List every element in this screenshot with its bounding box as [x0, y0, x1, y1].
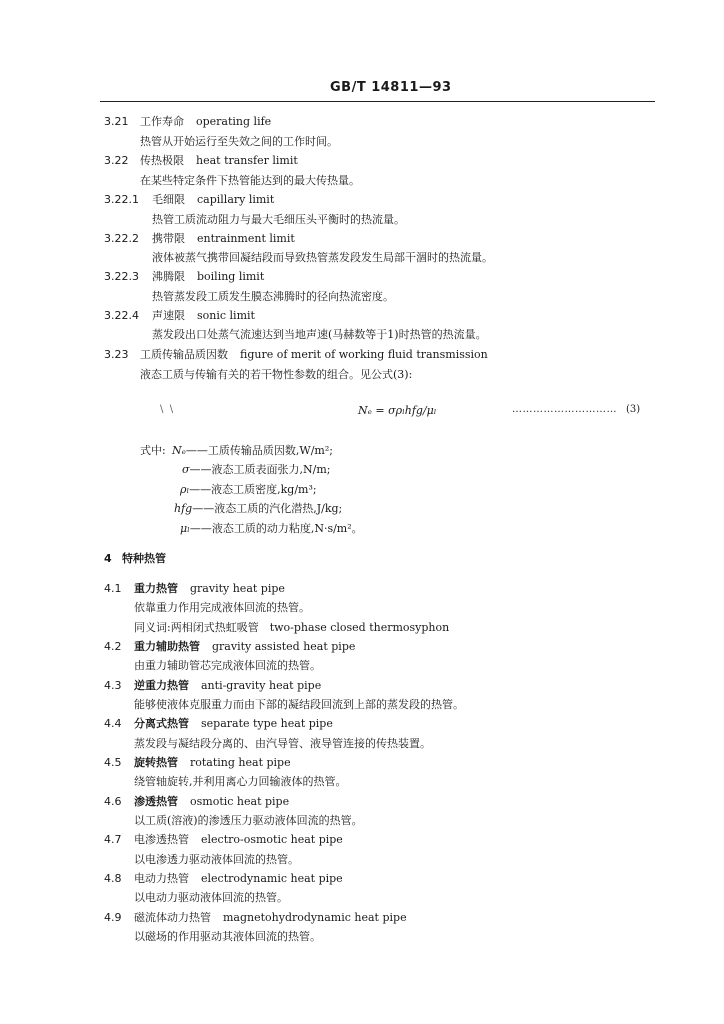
term-definition: 以电动力驱动液体回流的热管。 [134, 891, 288, 904]
term-line [152, 193, 274, 207]
where-item [180, 522, 363, 536]
term-zh: 重力辅助热管 [134, 640, 200, 653]
term-definition: 蒸发段出口处蒸气流速达到当地声速(马赫数等于1)时热管的热流量。 [152, 328, 487, 341]
term-zh: 重力热管 [134, 582, 178, 595]
clause-number: 4.5 [104, 756, 122, 769]
term-zh: 工质传输品质因数 [140, 348, 228, 361]
term-zh: 旋转热管 [134, 756, 178, 769]
term-zh: 渗透热管 [134, 795, 178, 808]
term-definition: 热管工质流动阻力与最大毛细压头平衡时的热流量。 [152, 213, 405, 226]
clause-number: 4.8 [104, 872, 122, 885]
term-line [152, 270, 264, 284]
term-line [134, 582, 285, 596]
term-definition: 热管从开始运行至失效之间的工作时间。 [140, 135, 338, 148]
term-line [134, 911, 407, 925]
term-en: electro-osmotic heat pipe [201, 833, 343, 846]
term-en: rotating heat pipe [190, 756, 291, 769]
where-description: ——液态工质的汽化潜热,J/kg; [192, 502, 343, 515]
term-zh: 磁流体动力热管 [134, 911, 211, 924]
equation-number: (3) [626, 404, 641, 415]
term-line [134, 795, 289, 809]
term-en: heat transfer limit [196, 154, 298, 167]
where-description: ——液态工质密度,kg/m³; [189, 483, 317, 496]
where-item [182, 463, 330, 477]
term-line [134, 640, 355, 654]
clause-number: 4.4 [104, 717, 122, 730]
term-definition: 由重力辅助管芯完成液体回流的热管。 [134, 659, 321, 672]
clause-number: 4.3 [104, 679, 122, 692]
where-item [180, 483, 317, 497]
formula-leader-dots: ………………………… [512, 404, 617, 415]
term-line [140, 348, 488, 362]
term-line [134, 756, 291, 770]
term-zh: 逆重力热管 [134, 679, 189, 692]
term-definition: 液体被蒸气携带回凝结段而导致热管蒸发段发生局部干涸时的热流量。 [152, 251, 493, 264]
clause-number: 3.22.3 [104, 270, 139, 283]
term-line [134, 872, 343, 886]
term-zh: 沸腾限 [152, 270, 185, 283]
term-definition: 以电渗透力驱动液体回流的热管。 [134, 853, 299, 866]
where-description: ——液态工质表面张力,N/m; [189, 463, 331, 476]
header-rule [100, 101, 655, 102]
term-definition: 在某些特定条件下热管能达到的最大传热量。 [140, 174, 360, 187]
term-line [140, 154, 298, 168]
term-en: boiling limit [197, 270, 265, 283]
where-symbol: σ [182, 463, 190, 476]
standard-code-header: GB/T 14811—93 [330, 80, 452, 95]
term-definition: 蒸发段与凝结段分离的、由汽导管、液导管连接的传热装置。 [134, 737, 431, 750]
clause-number: 4.6 [104, 795, 122, 808]
clause-number: 4.7 [104, 833, 122, 846]
section-number: 4 [104, 552, 112, 565]
where-description: ——工质传输品质因数,W/m²; [185, 444, 333, 457]
term-en: sonic limit [197, 309, 255, 322]
term-en: operating life [196, 115, 272, 128]
term-definition: 绕管轴旋转,并利用离心力回输液体的热管。 [134, 775, 347, 788]
where-description: ——液态工质的动力粘度,N·s/m²。 [189, 522, 363, 535]
clause-number: 4.1 [104, 582, 122, 595]
where-symbol: hfg [174, 502, 193, 515]
term-zh: 声速限 [152, 309, 185, 322]
term-zh: 电动力热管 [134, 872, 189, 885]
term-en: anti-gravity heat pipe [201, 679, 322, 692]
term-en: gravity assisted heat pipe [212, 640, 356, 653]
term-en: electrodynamic heat pipe [201, 872, 343, 885]
term-en: magnetohydrodynamic heat pipe [223, 911, 407, 924]
term-zh: 工作寿命 [140, 115, 184, 128]
where-symbol: μₗ [180, 522, 190, 535]
formula: Nₑ = σρₗhfg/μₗ [358, 404, 437, 417]
term-definition: 液态工质与传输有关的若干物性参数的组合。见公式(3): [140, 368, 413, 381]
term-zh: 携带限 [152, 232, 185, 245]
term-en: figure of merit of working fluid transmission [240, 348, 488, 361]
scan-mark: \ \ [160, 404, 174, 415]
clause-number: 4.2 [104, 640, 122, 653]
where-item [172, 444, 333, 458]
term-definition: 热管蒸发段工质发生膜态沸腾时的径向热流密度。 [152, 290, 394, 303]
term-definition: 能够使液体克服重力而由下部的凝结段回流到上部的蒸发段的热管。 [134, 698, 464, 711]
clause-number: 3.22.1 [104, 193, 139, 206]
term-en: entrainment limit [197, 232, 295, 245]
term-en: separate type heat pipe [201, 717, 333, 730]
where-symbol: ρₗ [180, 483, 190, 496]
clause-number: 4.9 [104, 911, 122, 924]
term-zh: 毛细限 [152, 193, 185, 206]
term-en: gravity heat pipe [190, 582, 285, 595]
where-item [174, 502, 342, 516]
term-line [134, 833, 343, 847]
synonym-line: 同义词:两相闭式热虹吸管 two-phase closed thermosyphon [134, 621, 450, 634]
term-definition: 以工质(溶液)的渗透压力驱动液体回流的热管。 [134, 814, 363, 827]
term-line [152, 309, 255, 323]
clause-number: 3.21 [104, 115, 129, 128]
term-en: osmotic heat pipe [190, 795, 290, 808]
term-zh: 分离式热管 [134, 717, 189, 730]
clause-number: 3.23 [104, 348, 129, 361]
term-line [134, 717, 333, 731]
term-zh: 传热极限 [140, 154, 184, 167]
where-symbol: Nₑ [172, 444, 186, 457]
term-line [152, 232, 295, 246]
term-zh: 电渗透热管 [134, 833, 189, 846]
term-line [134, 679, 321, 693]
term-definition: 依靠重力作用完成液体回流的热管。 [134, 601, 310, 614]
term-line [140, 115, 271, 129]
term-definition: 以磁场的作用驱动其液体回流的热管。 [134, 930, 321, 943]
term-en: capillary limit [197, 193, 275, 206]
where-intro: 式中: [140, 444, 166, 457]
clause-number: 3.22.2 [104, 232, 139, 245]
clause-number: 3.22 [104, 154, 129, 167]
clause-number: 3.22.4 [104, 309, 139, 322]
section-title: 特种热管 [122, 552, 166, 565]
